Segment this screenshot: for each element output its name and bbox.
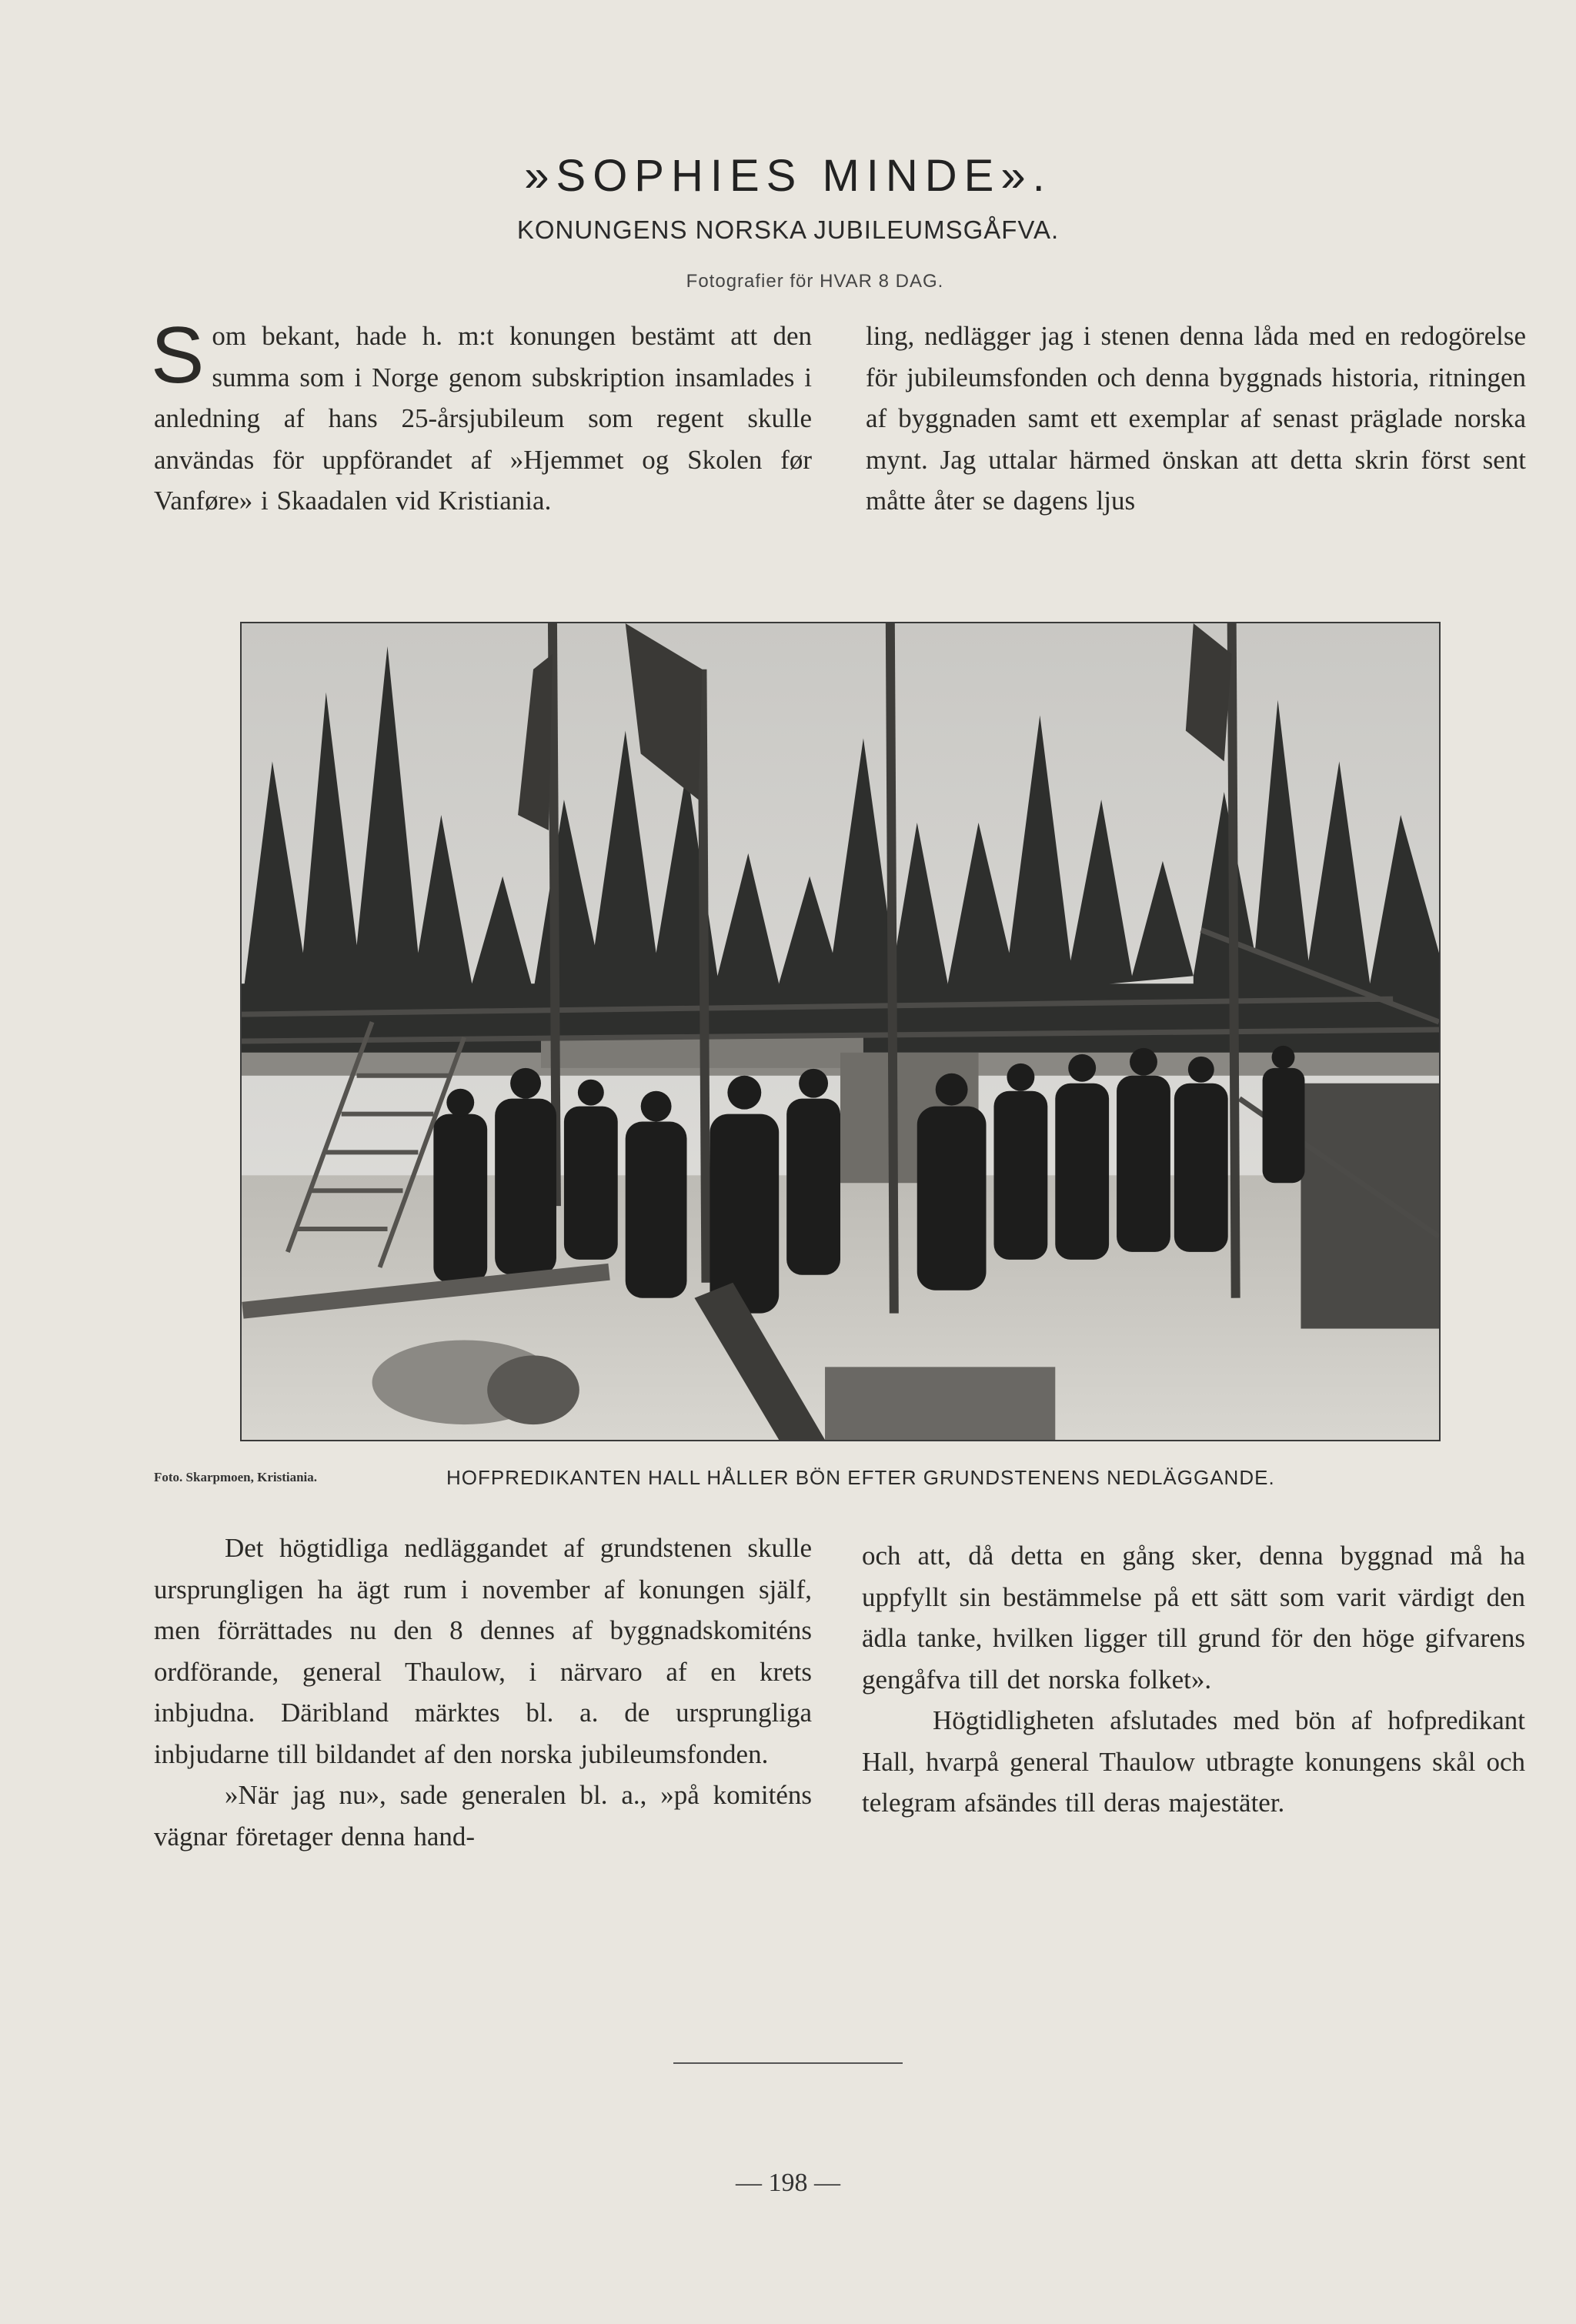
intro-paragraph: om bekant, hade h. m:t konungen bestämt att den summa som i Norge genom subskription insamlades i anledning af hans 25-årsjubileum som regent skulle användas för uppförandet af »Hjemmet og Skolen før Vanføre» i Skaadalen vid Kristiania. bbox=[154, 321, 812, 516]
end-rule bbox=[673, 2062, 903, 2064]
column-top-right bbox=[866, 316, 1526, 522]
article-subtitle: KONUNGENS NORSKA JUBILEUMSGÅFVA. bbox=[516, 215, 1060, 244]
page-number: — 198 — bbox=[736, 2169, 840, 2197]
paragraph-speech: »När jag nu», sade generalen bl. a., »på komiténs vägnar företager denna hand- bbox=[154, 1780, 812, 1852]
column-top-left bbox=[151, 311, 812, 522]
ceremony-photograph bbox=[240, 622, 1441, 1441]
photographer-credit: Foto. Skarpmoen, Kristiania. bbox=[154, 1470, 318, 1484]
column-bottom-left bbox=[154, 1528, 812, 1857]
ceremony-photograph-illustration bbox=[242, 623, 1439, 1440]
quote-continuation-paragraph: ling, nedlägger jag i stenen denna låda med en redogörelse för jubileumsfonden och denna byggnads historia, ritningen af byggnaden samt ett exemplar af senast präglade norska mynt. Jag uttalar härmed önskan att detta skrin först sent måtte åter se dagens ljus bbox=[866, 321, 1526, 516]
paragraph-speech-end: och att, då detta en gång sker, denna byggnad må ha uppfyllt sin bestämmelse på ett sätt som varit värdigt den ädla tanke, hvilken ligger till grund för den höge gifvarens gengåfva till det norska folket». bbox=[862, 1541, 1525, 1695]
article-title: »SOPHIES MINDE». bbox=[524, 151, 1052, 201]
paragraph-closing: Högtidligheten afslutades med bön af hofpredikant Hall, hvarpå general Thaulow utbragte konungens skål och telegram afsändes till deras majestäter. bbox=[862, 1705, 1525, 1818]
column-bottom-right bbox=[862, 1535, 1525, 1824]
photo-caption: HOFPREDIKANTEN HALL HÅLLER BÖN EFTER GRUNDSTENENS NEDLÄGGANDE. bbox=[446, 1466, 1275, 1489]
paragraph-ceremony: Det högtidliga nedläggandet af grundstenen skulle ursprungligen ha ägt rum i november af konungen själf, men förrättades nu den 8 dennes af byggnadskomiténs ordförande, general Thaulow, i närvaro af en krets inbjudna. Däribland märktes bl. a. de ursprungliga inbjudarne till bildandet af den norska jubileumsfonden. bbox=[154, 1533, 812, 1769]
photo-credit-line: Fotografier för HVAR 8 DAG. bbox=[686, 271, 944, 292]
drop-cap: S bbox=[151, 311, 205, 400]
